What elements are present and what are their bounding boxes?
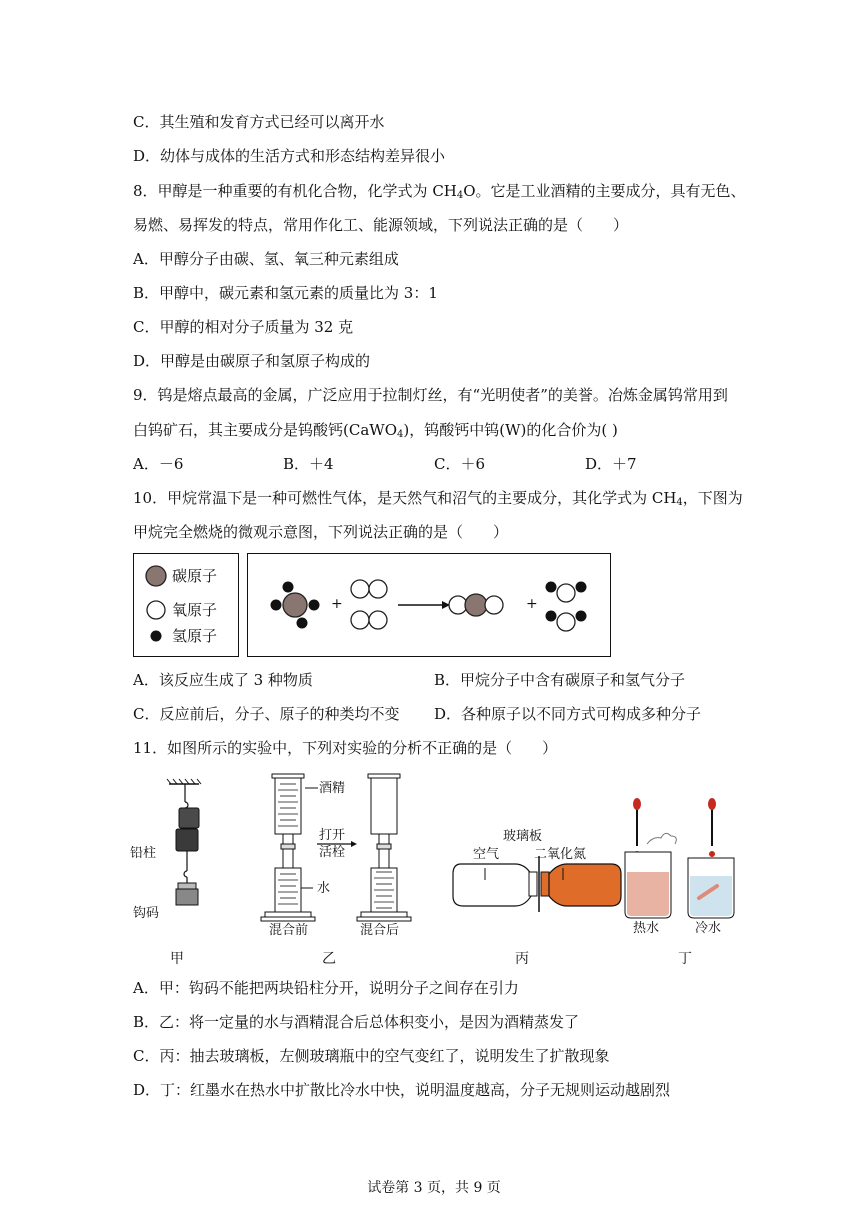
legend-carbon-label: 碳原子 (172, 567, 218, 585)
q10-option-c: C．反应前后，分子、原子的种类均不变 (133, 705, 400, 723)
methane-carbon-icon (283, 593, 307, 617)
q7-option-d: D．幼体与成体的生活方式和形态结构差异很小 (133, 147, 446, 165)
methane-hydrogen-left-icon (271, 600, 282, 611)
label-cold-water: 冷水 (695, 921, 722, 936)
oxygen-atom-icon (147, 601, 165, 619)
label-bing: 丙 (515, 951, 529, 967)
mixing-before-apparatus (261, 774, 318, 921)
methane-hydrogen-top-icon (283, 582, 294, 593)
q7-option-c: C．其生殖和发育方式已经可以离开水 (133, 113, 385, 131)
label-open-1: 打开 (319, 828, 346, 843)
label-ding: 丁 (678, 951, 692, 967)
q8-option-d: D．甲醇是由碳原子和氢原子构成的 (133, 352, 371, 370)
q8-option-c: C．甲醇的相对分子质量为 32 克 (133, 318, 354, 336)
methane-hydrogen-bottom-icon (297, 618, 308, 629)
q9-option-b: B．＋4 (283, 455, 334, 473)
plus-sign-1: + (331, 596, 343, 612)
diffusion-bottles (453, 856, 621, 912)
label-air: 空气 (473, 847, 500, 862)
label-jia: 甲 (170, 951, 184, 967)
reaction-drawing (248, 554, 610, 656)
q8-option-b: B．甲醇中，碳元素和氢元素的质量比为 3：1 (133, 284, 438, 302)
cold-water-beaker (688, 798, 734, 918)
q10-option-a: A．该反应生成了 3 种物质 (133, 671, 313, 689)
q11-option-b: B．乙：将一定量的水与酒精混合后总体积变小，是因为酒精蒸发了 (133, 1013, 580, 1031)
label-hot-water: 热水 (633, 921, 660, 936)
label-no2: 二氧化氮 (534, 847, 587, 862)
carbon-atom-icon (146, 566, 166, 586)
label-yi: 乙 (322, 951, 336, 967)
q10-stem-line1: 10．甲烷常温下是一种可燃性气体，是天然气和沼气的主要成分，其化学式为 $CH_4$，下图为 (133, 489, 743, 508)
atom-legend (133, 553, 239, 657)
label-after-mixing: 混合后 (360, 923, 400, 938)
label-weight: 钩码 (133, 906, 160, 921)
plus-sign-2: + (526, 596, 538, 612)
label-before-mixing: 混合前 (269, 923, 309, 938)
q11-stem: 11．如图所示的实验中，下列对实验的分析不正确的是（ ） (133, 739, 558, 757)
q10-option-d: D．各种原子以不同方式可构成多种分子 (434, 705, 702, 723)
q8-stem-line2: 易燃、易挥发的特点，常用作化工、能源领域，下列说法正确的是（ ） (133, 216, 629, 234)
legend-hydrogen-label: 氢原子 (172, 627, 218, 645)
q11-option-d: D．丁：红墨水在热水中扩散比冷水中快，说明温度越高，分子无规则运动越剧烈 (133, 1081, 671, 1099)
q9-option-d: D．＋7 (585, 455, 637, 473)
q10-option-b: B．甲烷分子中含有碳原子和氢气分子 (434, 671, 686, 689)
hot-water-beaker (625, 798, 676, 918)
reaction-arrow-icon (398, 601, 450, 609)
q8-stem-line1: 8．甲醇是一种重要的有机化合物，化学式为 $CH_4O$。它是工业酒精的主要成分，具有无色、 (133, 182, 746, 201)
label-lead-cylinder: 铅柱 (130, 846, 157, 861)
oxygen-molecules (351, 580, 387, 629)
q9-option-c: C．＋6 (434, 455, 486, 473)
q11-option-a: A．甲：钩码不能把两块铅柱分开，说明分子之间存在引力 (133, 979, 519, 997)
carbon-dioxide-molecule (449, 594, 503, 616)
q8-option-a: A．甲醇分子由碳、氢、氧三种元素组成 (133, 250, 399, 268)
lead-cylinder-apparatus (167, 779, 201, 905)
legend-oxygen-label: 氧原子 (172, 601, 218, 619)
water-molecules (546, 582, 587, 632)
hydrogen-atom-icon (151, 631, 162, 642)
q10-stem-line2: 甲烷完全燃烧的微观示意图，下列说法正确的是（ ） (133, 523, 509, 541)
q9-stem-line1: 9．钨是熔点最高的金属，广泛应用于拉制灯丝，有“光明使者”的美誉。冶炼金属钨常用到 (133, 386, 728, 404)
label-open-2: 活栓 (319, 845, 346, 860)
q11-option-c: C．丙：抽去玻璃板，左侧玻璃瓶中的空气变红了，说明发生了扩散现象 (133, 1047, 610, 1065)
label-water: 水 (317, 881, 331, 896)
methane-molecule (271, 582, 320, 629)
methane-hydrogen-right-icon (309, 600, 320, 611)
label-glass-plate: 玻璃板 (503, 829, 543, 844)
label-alcohol: 酒精 (319, 781, 346, 796)
reaction-diagram (247, 553, 611, 657)
mixing-after-apparatus (357, 774, 411, 921)
q9-stem-line2: 白钨矿石，其主要成分是钨酸钙(CaWO$_4$)，钨酸钙中钨(W)的化合价为( ) (133, 421, 618, 440)
q9-option-a: A．－6 (133, 455, 184, 473)
page-footer: 试卷第 3 页，共 9 页 (367, 1180, 501, 1196)
